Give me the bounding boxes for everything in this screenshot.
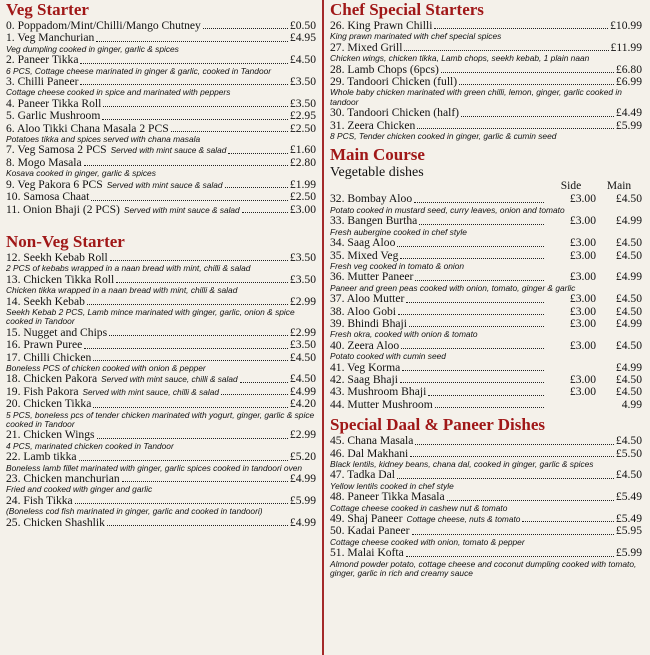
- item-name: 8. Mogo Masala: [6, 155, 82, 169]
- item-price: £5.99: [615, 118, 642, 132]
- dot-leader: [414, 202, 544, 203]
- item-note: Served with mint sauce & salad: [106, 179, 223, 190]
- item-name: 28. Lamb Chops (6pcs): [330, 62, 439, 76]
- dot-leader: [447, 500, 614, 501]
- item-note: Served with mint sauce, chilli & salad: [82, 386, 219, 397]
- chef-special-section: [330, 0, 642, 141]
- item-name: 3. Chilli Paneer: [6, 75, 79, 89]
- item-name: 4. Paneer Tikka Roll: [6, 96, 102, 110]
- item-name: 44. Mutter Mushroom: [330, 397, 433, 411]
- dot-leader: [435, 407, 544, 408]
- side-price: £3.00: [569, 292, 596, 306]
- dot-leader: [412, 534, 614, 535]
- item-price: £5.99: [289, 493, 316, 507]
- dot-leader: [97, 438, 288, 439]
- dot-leader: [221, 394, 288, 395]
- item-name: 6. Aloo Tikki Chana Masala 2 PCS: [6, 121, 169, 135]
- dot-leader: [80, 84, 287, 85]
- item-description: Chicken wings, chicken tikka, Lamb chops, seekh kebab, 1 plain naan: [330, 53, 590, 64]
- main-price: £4.99: [615, 316, 642, 330]
- item-description: Seekh Kebab 2 PCS, Lamb mince marinated with ginger, garlic, onion & spice cooked in Tandoor: [6, 306, 295, 327]
- item-price: £2.95: [289, 109, 316, 123]
- section-title: Non-Veg Starter: [6, 231, 125, 251]
- item-price: £3.50: [289, 75, 316, 89]
- menu-item: [330, 193, 642, 205]
- item-description: King prawn marinated with chef special spices: [330, 31, 502, 42]
- dot-leader: [107, 525, 288, 526]
- item-name: 1. Veg Manchurian: [6, 31, 95, 45]
- item-price: £3.50: [289, 96, 316, 110]
- menu-item: [6, 398, 316, 410]
- dot-leader: [242, 212, 288, 213]
- item-price: £4.99: [289, 472, 316, 486]
- item-note: Served with mint sauce & salad: [110, 145, 227, 156]
- dot-leader: [171, 131, 288, 132]
- item-price: £4.50: [289, 372, 316, 386]
- dot-leader: [116, 282, 288, 283]
- menu-item: [330, 547, 642, 559]
- main-price: 4.99: [621, 397, 642, 411]
- section-title: Main Course: [330, 145, 425, 165]
- dot-leader: [410, 456, 614, 457]
- main-price: £4.50: [615, 385, 642, 399]
- item-name: 26. King Prawn Chilli: [330, 19, 433, 32]
- dot-leader: [203, 28, 288, 29]
- menu-item: [330, 386, 642, 398]
- item-description: Fried and cooked with ginger and garlic: [6, 484, 153, 495]
- dot-leader: [93, 360, 288, 361]
- item-price: £0.50: [289, 19, 316, 32]
- item-description: 4 PCS, marinated chicken cooked in Tandoor: [6, 440, 174, 451]
- dot-leader: [84, 348, 288, 349]
- item-price: £4.50: [289, 350, 316, 364]
- side-header: Side: [560, 180, 582, 193]
- item-description: Kosava cooked in ginger, garlic & spices: [6, 168, 156, 179]
- item-price: £4.50: [615, 434, 642, 448]
- item-description: Chicken tikka wrapped in a naan bread with mint, chilli & salad: [6, 285, 238, 296]
- menu-item: [330, 107, 642, 119]
- item-note: Served with mint sauce, chilli & salad: [101, 374, 238, 385]
- item-description: Almond powder potato, cottage cheese and coconut dumpling cooked with tomato, ginger, garlic in rich and creamy sauce: [330, 558, 637, 579]
- item-name: 50. Kadai Paneer: [330, 524, 410, 538]
- item-name: 38. Aloo Gobi: [330, 304, 397, 318]
- item-name: 51. Malai Kofta: [330, 546, 404, 560]
- item-price: £4.49: [615, 106, 642, 120]
- item-price: £4.99: [289, 384, 316, 398]
- item-name: 36. Mutter Paneer: [330, 270, 414, 284]
- dot-leader: [122, 481, 288, 482]
- item-price: £6.99: [615, 75, 642, 89]
- main-price: £4.50: [615, 304, 642, 318]
- item-description: 2 PCS of kebabs wrapped in a naan bread with mint, chilli & salad: [6, 263, 251, 274]
- menu-item: [6, 517, 316, 529]
- item-name: 2. Paneer Tikka: [6, 53, 79, 67]
- item-description: 5 PCS, boneless pcs of tender chicken marinated with yogurt, ginger, garlic & spice cooked in Tandoor: [6, 409, 315, 429]
- item-description: Cottage cheese cooked in cashew nut & tomato: [330, 502, 508, 513]
- item-price: £2.99: [289, 325, 316, 339]
- dot-leader: [240, 382, 288, 383]
- menu-item: [6, 191, 316, 203]
- dot-leader: [79, 460, 288, 461]
- item-price: £5.20: [289, 450, 316, 464]
- item-name: 18. Chicken Pakora: [6, 372, 98, 386]
- item-name: 48. Paneer Tikka Masala: [330, 490, 445, 504]
- column-divider: [322, 0, 324, 655]
- dot-leader: [522, 521, 614, 522]
- item-note: Served with mint sauce & salad: [123, 204, 240, 215]
- main-price: £4.50: [615, 372, 642, 386]
- item-description: Potatoes tikka and spices served with chana masala: [6, 134, 201, 145]
- dot-leader: [400, 382, 544, 383]
- dot-leader: [397, 478, 614, 479]
- item-price: £3.00: [289, 202, 316, 216]
- item-name: 17. Chilli Chicken: [6, 350, 92, 364]
- item-note: Cottage cheese, nuts & tomato: [406, 514, 521, 525]
- main-price: £4.50: [615, 236, 642, 250]
- menu-item: [6, 32, 316, 44]
- item-name: 25. Chicken Shashlik: [6, 515, 105, 529]
- main-course-section: [330, 145, 642, 411]
- menu-item: [6, 110, 316, 122]
- item-description: Boneless PCS of chicken cooked with onion & pepper: [6, 362, 206, 373]
- item-price: £5.49: [615, 490, 642, 504]
- section-subtitle: Vegetable dishes: [330, 165, 424, 181]
- item-name: 21. Chicken Wings: [6, 428, 95, 442]
- item-name: 45. Chana Masala: [330, 434, 414, 448]
- item-name: 27. Mixed Grill: [330, 40, 403, 54]
- item-price: £4.50: [615, 468, 642, 482]
- dot-leader: [402, 370, 544, 371]
- item-name: 35. Mixed Veg: [330, 248, 399, 262]
- dot-leader: [406, 302, 544, 303]
- dot-leader: [415, 444, 614, 445]
- dot-leader: [225, 187, 288, 188]
- item-description: Cottage cheese cooked in spice and marinated with peppers: [6, 87, 231, 98]
- main-header: Main: [606, 180, 632, 193]
- dot-leader: [441, 72, 614, 73]
- side-price: £3.00: [569, 372, 596, 386]
- item-price: £4.20: [289, 397, 316, 411]
- dot-leader: [397, 246, 544, 247]
- item-name: 20. Chicken Tikka: [6, 397, 92, 411]
- dot-leader: [400, 258, 544, 259]
- item-description: Potato cooked in mustard seed, curry leaves, onion and tomato: [330, 204, 565, 215]
- side-price: £3.00: [569, 316, 596, 330]
- menu-item: [330, 525, 642, 537]
- item-price: £2.50: [289, 190, 316, 204]
- item-name: 41. Veg Korma: [330, 360, 401, 374]
- item-description: Cottage cheese cooked with onion, tomato & pepper: [330, 536, 525, 547]
- side-price: £3.00: [569, 192, 596, 206]
- item-price: £10.99: [610, 19, 642, 32]
- item-name: 39. Bhindi Bhaji: [330, 316, 407, 330]
- side-price: £3.00: [569, 270, 596, 284]
- item-name: 23. Chicken manchurian: [6, 472, 120, 486]
- item-name: 14. Seekh Kebab: [6, 294, 85, 308]
- main-price: £4.50: [615, 338, 642, 352]
- item-description: Boneless lamb fillet marinated with ginger, garlic spices cooked in tandoori oven: [6, 462, 303, 473]
- item-name: 0. Poppadom/Mint/Chilli/Mango Chutney: [6, 19, 201, 32]
- side-price: £3.00: [569, 236, 596, 250]
- menu-item: [330, 469, 642, 481]
- item-description: 6 PCS, Cottage cheese marinated in ginger & garlic, cooked in Tandoor: [6, 65, 272, 76]
- item-name: 32. Bombay Aloo: [330, 192, 413, 206]
- item-price: £1.60: [289, 143, 316, 157]
- item-price: £4.50: [289, 53, 316, 67]
- side-price: £3.00: [569, 338, 596, 352]
- side-price: £3.00: [569, 248, 596, 262]
- item-price: £3.50: [289, 272, 316, 286]
- item-price: £2.99: [289, 428, 316, 442]
- item-name: 19. Fish Pakora: [6, 384, 79, 398]
- main-price: £4.99: [615, 360, 642, 374]
- dot-leader: [398, 314, 544, 315]
- dot-leader: [91, 200, 288, 201]
- section-title: Veg Starter: [6, 0, 89, 19]
- menu-item: [6, 451, 316, 463]
- menu-item: [6, 204, 316, 216]
- main-price: £4.99: [615, 270, 642, 284]
- item-price: £3.50: [289, 338, 316, 352]
- item-price: £4.99: [289, 515, 316, 529]
- item-name: 24. Fish Tikka: [6, 493, 73, 507]
- item-name: 9. Veg Pakora 6 PCS: [6, 177, 103, 191]
- item-name: 5. Garlic Mushroom: [6, 109, 101, 123]
- main-price: £4.50: [615, 192, 642, 206]
- item-price: £2.80: [289, 155, 316, 169]
- item-description: Paneer and green peas cooked with onion, tomato, ginger & garlic: [330, 282, 576, 293]
- item-price: £4.95: [289, 31, 316, 45]
- item-price: £1.99: [289, 177, 316, 191]
- item-name: 16. Prawn Puree: [6, 338, 83, 352]
- item-name: 40. Zeera Aloo: [330, 338, 400, 352]
- dot-leader: [102, 119, 288, 120]
- side-price: £3.00: [569, 304, 596, 318]
- dot-leader: [406, 556, 614, 557]
- item-name: 29. Tandoori Chicken (full): [330, 75, 458, 89]
- dot-leader: [415, 280, 544, 281]
- dot-leader: [404, 50, 608, 51]
- dot-leader: [434, 28, 608, 29]
- item-name: 12. Seekh Kebab Roll: [6, 250, 108, 264]
- item-name: 31. Zeera Chicken: [330, 118, 416, 132]
- item-name: 11. Onion Bhaji (2 PCS): [6, 202, 120, 216]
- item-description: Potato cooked with cumin seed: [330, 351, 446, 362]
- menu-item: [6, 54, 316, 66]
- item-price: £5.49: [615, 512, 642, 526]
- menu-item: [330, 237, 642, 249]
- menu-item: [330, 491, 642, 503]
- item-price: £2.50: [289, 121, 316, 135]
- item-name: 7. Veg Samosa 2 PCS: [6, 143, 107, 157]
- item-description: Veg dumpling cooked in ginger, garlic & spices: [6, 43, 179, 54]
- item-description: Whole baby chicken marinated with green chilli, lemon, ginger, garlic cooked in tandoor: [330, 87, 622, 107]
- left-column: [6, 0, 316, 529]
- item-description: Black lentils, kidney beans, chana dal, cooked in ginger, garlic & spices: [330, 459, 594, 469]
- menu-item: [6, 144, 316, 156]
- dot-leader: [228, 153, 288, 154]
- item-name: 33. Bangen Burtha: [330, 214, 418, 228]
- side-price: £3.00: [569, 214, 596, 228]
- section-title: Special Daal & Paneer Dishes: [330, 415, 546, 435]
- menu-item: [330, 399, 642, 411]
- item-description: (Boneless cod fish marinated in ginger, garlic and cooked in tandoori): [6, 506, 263, 517]
- item-name: 34. Saag Aloo: [330, 236, 396, 250]
- dot-leader: [84, 165, 288, 166]
- dot-leader: [87, 304, 288, 305]
- item-description: 8 PCS, Tender chicken cooked in ginger, garlic & cumin seed: [330, 131, 557, 142]
- dot-leader: [409, 326, 544, 327]
- dot-leader: [401, 348, 544, 349]
- dot-leader: [103, 106, 288, 107]
- dot-leader: [428, 395, 544, 396]
- menu-item: [330, 271, 642, 283]
- menu-item: [6, 339, 316, 351]
- menu-item: [6, 373, 316, 385]
- item-name: 30. Tandoori Chicken (half): [330, 106, 460, 120]
- dot-leader: [109, 335, 288, 336]
- item-name: 47. Tadka Dal: [330, 468, 395, 482]
- side-price: £3.00: [569, 385, 596, 399]
- main-price: £4.99: [615, 214, 642, 228]
- dot-leader: [417, 128, 614, 129]
- item-name: 43. Mushroom Bhaji: [330, 385, 427, 399]
- dot-leader: [93, 407, 288, 408]
- veg-starter-section: [6, 0, 316, 216]
- item-price: £5.50: [615, 446, 642, 460]
- item-name: 22. Lamb tikka: [6, 450, 77, 464]
- item-price: £2.99: [289, 294, 316, 308]
- item-price: £5.99: [615, 546, 642, 560]
- item-description: Fresh aubergine cooked in chef style: [330, 226, 467, 237]
- item-price: £5.95: [615, 524, 642, 538]
- menu-item: [330, 215, 642, 227]
- menu-item: [330, 435, 642, 447]
- menu-item: [330, 293, 642, 305]
- item-name: 10. Samosa Chaat: [6, 190, 90, 204]
- dot-leader: [75, 503, 288, 504]
- item-description: Yellow lentils cooked in chef style: [330, 480, 454, 491]
- item-price: £11.99: [610, 40, 642, 54]
- dot-leader: [461, 116, 614, 117]
- item-description: Fresh veg cooked in tomato & onion: [330, 260, 465, 271]
- dot-leader: [419, 224, 544, 225]
- item-price: £3.50: [289, 250, 316, 264]
- item-name: 46. Dal Makhani: [330, 446, 409, 460]
- dot-leader: [80, 63, 287, 64]
- menu-item: [6, 429, 316, 441]
- item-name: 42. Saag Bhaji: [330, 372, 398, 386]
- dot-leader: [459, 84, 614, 85]
- right-column: [330, 0, 642, 578]
- dot-leader: [110, 260, 288, 261]
- item-name: 37. Aloo Mutter: [330, 292, 405, 306]
- item-price: £6.80: [615, 62, 642, 76]
- dot-leader: [96, 41, 288, 42]
- item-name: 49. Shaj Paneer: [330, 512, 403, 526]
- non-veg-starter-section: [6, 232, 316, 529]
- main-price: £4.50: [615, 292, 642, 306]
- main-price: £4.50: [615, 248, 642, 262]
- special-daal-section: [330, 415, 642, 578]
- item-name: 15. Nugget and Chips: [6, 325, 108, 339]
- item-name: 13. Chicken Tikka Roll: [6, 272, 115, 286]
- section-title: Chef Special Starters: [330, 0, 484, 19]
- item-description: Fresh okra, cooked with onion & tomato: [330, 329, 478, 340]
